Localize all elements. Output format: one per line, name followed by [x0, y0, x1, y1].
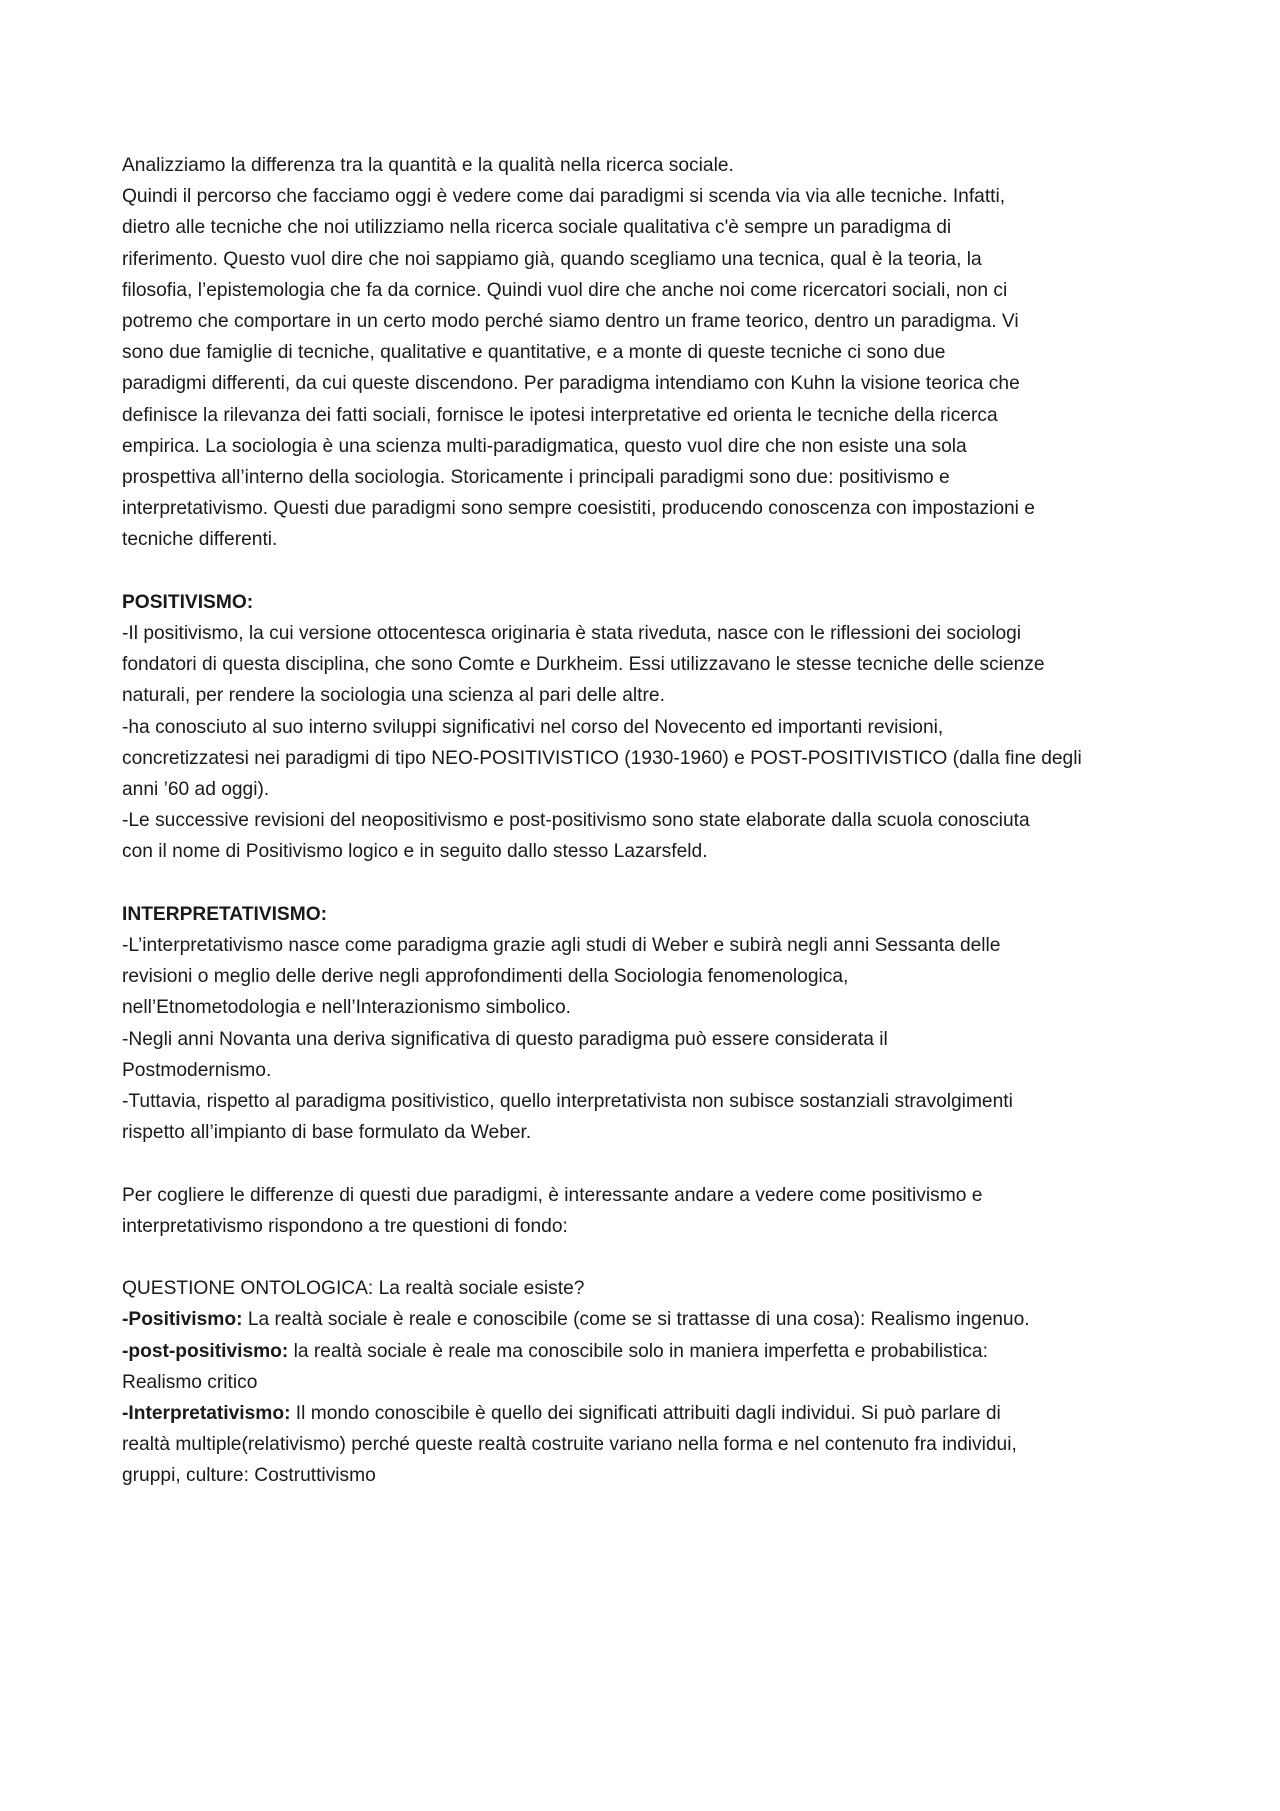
text-line: empirica. La sociologia è una scienza multi-paradigmatica, questo vuol dire che non esiste una sola	[122, 435, 967, 457]
text-line: revisioni o meglio delle derive negli approfondimenti della Sociologia fenomenologica,	[122, 966, 849, 988]
question-title: QUESTIONE ONTOLOGICA: La realtà sociale esiste?	[122, 1278, 585, 1300]
spacer	[122, 1148, 1162, 1179]
text-line: Realismo critico	[122, 1371, 258, 1393]
spacer	[122, 1242, 1162, 1273]
text-line: -Tuttavia, rispetto al paradigma positivistico, quello interpretativista non subisce sostanziali stravolgimenti	[122, 1091, 1013, 1113]
spacer	[122, 868, 1162, 899]
text-line: riferimento. Questo vuol dire che noi sappiamo già, quando scegliamo una tecnica, qual è la teoria, la	[122, 248, 982, 270]
text-line: tecniche differenti.	[122, 529, 278, 551]
text-line: -ha conosciuto al suo interno sviluppi significativi nel corso del Novecento ed importanti revisioni,	[122, 716, 944, 738]
questione-ontologica-section	[122, 1273, 1162, 1491]
text-line: sono due famiglie di tecniche, qualitative e quantitative, e a monte di queste tecniche ci sono due	[122, 342, 946, 364]
text-line: -Negli anni Novanta una deriva significativa di questo paradigma può essere considerata il	[122, 1028, 888, 1050]
text-line: -L’interpretativismo nasce come paradigma grazie agli studi di Weber e subirà negli anni Sessanta delle	[122, 935, 1001, 957]
text-line: prospettiva all’interno della sociologia. Storicamente i principali paradigmi sono due: positivismo e	[122, 467, 950, 489]
text-line: Per cogliere le differenze di questi due paradigmi, è interessante andare a vedere come positivismo e	[122, 1184, 983, 1206]
text-line: con il nome di Positivismo logico e in seguito dallo stesso Lazarsfeld.	[122, 841, 708, 863]
intro-paragraph	[122, 150, 1162, 556]
interpretativismo-section	[122, 899, 1162, 1149]
answer-text: La realtà sociale è reale e conoscibile (come se si trattasse di una cosa): Realismo ingenuo.	[242, 1309, 1030, 1331]
text-line: nell’Etnometodologia e nell’Interazionismo simbolico.	[122, 997, 572, 1019]
text-line: gruppi, culture: Costruttivismo	[122, 1465, 376, 1487]
text-line: filosofia, l’epistemologia che fa da cornice. Quindi vuol dire che anche noi come ricercatori sociali, non ci	[122, 279, 1008, 301]
positivismo-section	[122, 587, 1162, 868]
text-line: definisce la rilevanza dei fatti sociali, fornisce le ipotesi interpretative ed orienta le tecniche della ricerca	[122, 404, 998, 426]
answer-text: la realtà sociale è reale ma conoscibile solo in maniera imperfetta e probabilistica:	[288, 1340, 988, 1362]
text-line: -Il positivismo, la cui versione ottocentesca originaria è stata riveduta, nasce con le riflessioni dei sociologi	[122, 623, 1022, 645]
answer-text: Il mondo conoscibile è quello dei significati attribuiti dagli individui. Si può parlare di	[290, 1403, 1001, 1425]
text-line: concretizzatesi nei paradigmi di tipo NEO-POSITIVISTICO (1930-1960) e POST-POSITIVISTICO (dalla fine degli	[122, 747, 1082, 769]
positivismo-answer	[122, 1304, 1162, 1335]
text-line: paradigmi differenti, da cui queste discendono. Per paradigma intendiamo con Kuhn la visione teorica che	[122, 373, 1020, 395]
text-line: rispetto all’impianto di base formulato da Weber.	[122, 1122, 532, 1144]
text-line: Postmodernismo.	[122, 1059, 272, 1081]
document-page	[122, 150, 1162, 1492]
text-line: interpretativismo rispondono a tre questioni di fondo:	[122, 1215, 568, 1237]
interpretativismo-answer	[122, 1398, 1162, 1429]
post-positivismo-answer	[122, 1336, 1162, 1367]
text-line: fondatori di questa disciplina, che sono Comte e Durkheim. Essi utilizzavano le stesse tecniche delle scienze	[122, 654, 1045, 676]
answer-label: -post-positivismo:	[122, 1340, 289, 1362]
text-line: realtà multiple(relativismo) perché queste realtà costruite variano nella forma e nel contenuto fra individui,	[122, 1434, 1017, 1456]
text-line: naturali, per rendere la sociologia una scienza al pari delle altre.	[122, 685, 665, 707]
section-heading: POSITIVISMO:	[122, 591, 254, 613]
text-line: anni ’60 ad oggi).	[122, 779, 270, 801]
text-line: Analizziamo la differenza tra la quantità e la qualità nella ricerca sociale.	[122, 155, 734, 176]
text-line: Quindi il percorso che facciamo oggi è vedere come dai paradigmi si scenda via via alle tecniche. Infatti,	[122, 186, 1006, 208]
answer-label: -Interpretativismo:	[122, 1403, 291, 1425]
answer-label: -Positivismo:	[122, 1309, 243, 1331]
text-line: interpretativismo. Questi due paradigmi sono sempre coesistiti, producendo conoscenza con impostazioni e	[122, 498, 1035, 520]
section-heading: INTERPRETATIVISMO:	[122, 903, 328, 925]
text-line: potremo che comportare in un certo modo perché siamo dentro un frame teorico, dentro un paradigma. Vi	[122, 311, 1019, 333]
text-line: dietro alle tecniche che noi utilizziamo nella ricerca sociale qualitativa c'è sempre un paradigma di	[122, 217, 952, 239]
spacer	[122, 556, 1162, 587]
text-line: -Le successive revisioni del neopositivismo e post-positivismo sono state elaborate dalla scuola conosciuta	[122, 810, 1030, 832]
differenze-paragraph	[122, 1180, 1162, 1242]
